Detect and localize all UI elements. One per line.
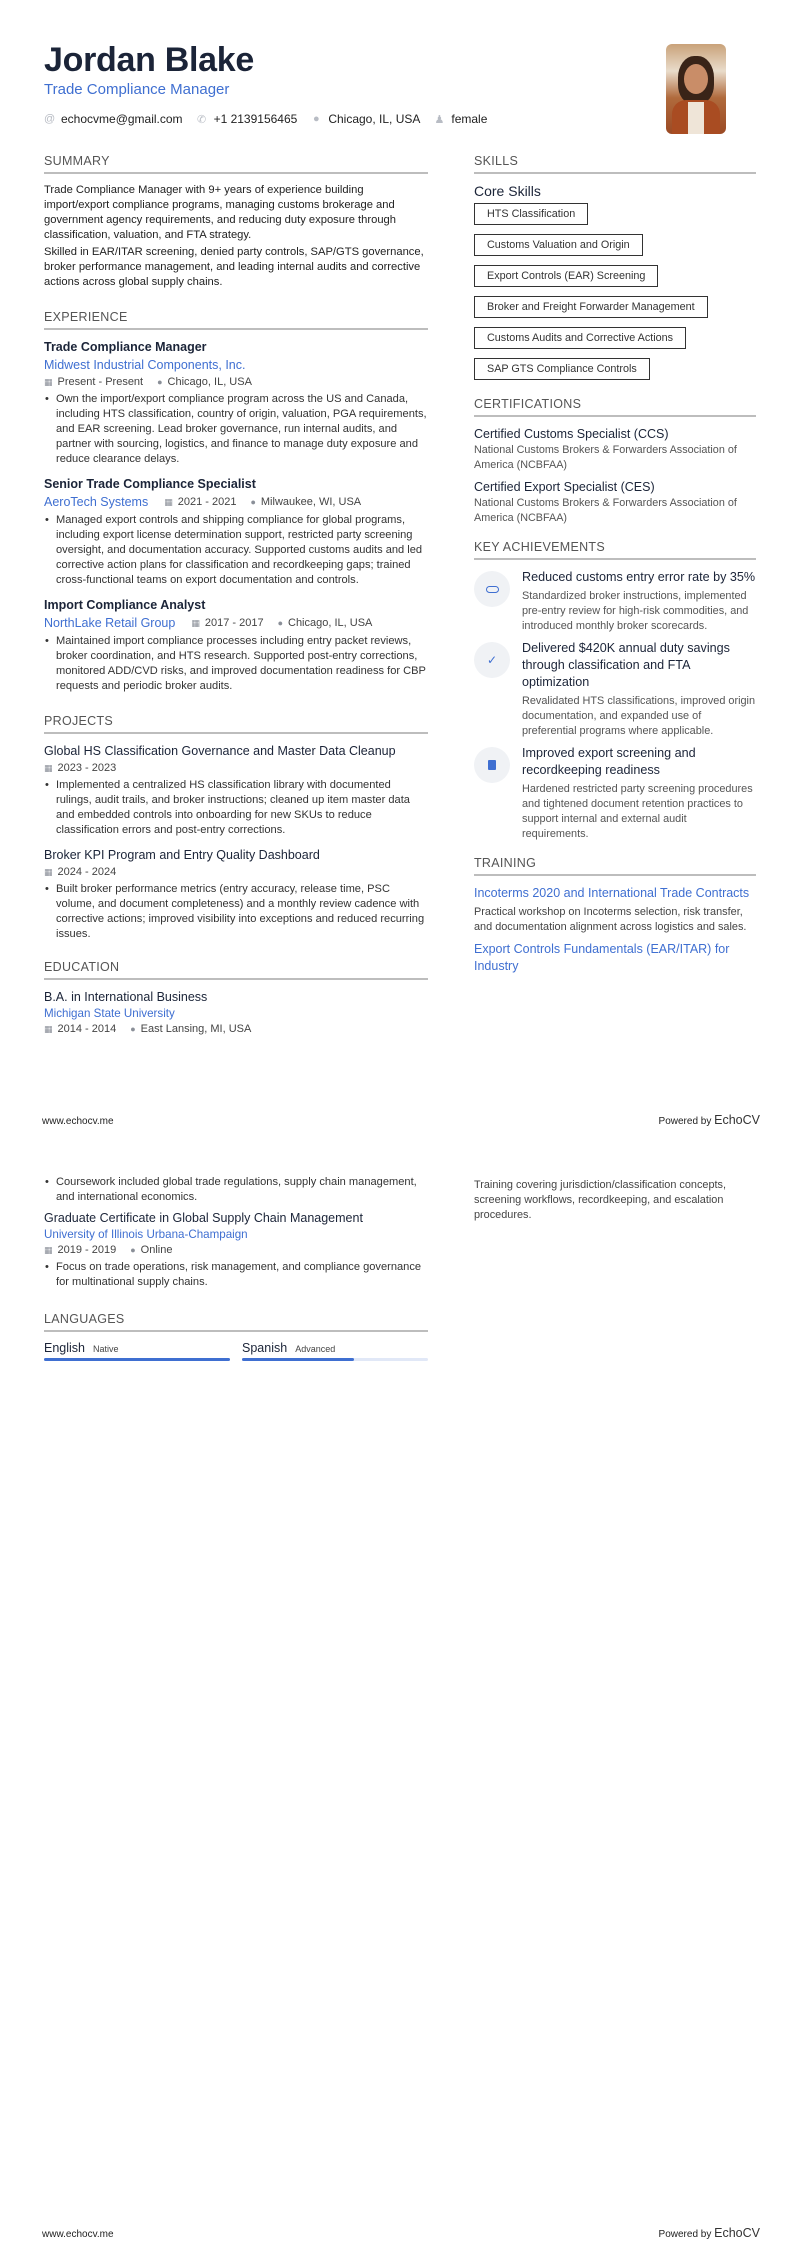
left-column-continued [44,1173,428,1361]
calendar-icon: ▦ [44,1024,53,1034]
contact-phone-text: +1 2139156465 [213,112,298,126]
achievement-desc: Revalidated HTS classifications, improved origin documentation, and expanded use of preferential programs where applicable. [522,695,756,737]
contact-location-text: Chicago, IL, USA [328,112,421,126]
footer-website[interactable]: www.echocv.me [42,2229,114,2240]
company-name: NorthLake Retail Group [44,616,176,630]
summary-section [44,154,428,290]
training-desc: Practical workshop on Incoterms selection, risk transfer, and documentation alignment across logistics and sales. [474,906,747,933]
right-column [474,154,756,975]
skill-chip: SAP GTS Compliance Controls [474,358,650,380]
contact-row [44,112,664,126]
language-name: English [44,1341,85,1355]
education-item [44,1210,428,1290]
skills-group-title: Core Skills [474,183,541,199]
calendar-icon: ▦ [164,497,173,507]
job-bullet: • Own the import/export compliance program across the US and Canada, including HTS classification, country of origin, valuation, PGA requirements, and EAR screening. Lead broker governance, run internal audits, and partner with sourcing, logistics, and finance to manage duty exposure and reduce clearance delays. [44,392,428,467]
language-level: Native [93,1344,119,1354]
achievement-item [474,745,756,842]
languages-section [44,1312,428,1361]
job-location: Chicago, IL, USA [167,376,252,388]
projects-heading: PROJECTS [44,714,428,734]
job-bullet: • Maintained import compliance processes including entry packet reviews, broker coordination, and HTS research. Supported post-entry corrections, monitored ADD/CVD risks, and improved documentation readiness for CBP requests and periodic broker audits. [44,634,428,694]
language-level: Advanced [295,1344,336,1354]
calendar-icon: ▦ [191,618,200,628]
skill-chip: Customs Valuation and Origin [474,234,643,256]
project-bullet: • Built broker performance metrics (entry accuracy, release time, PSC volume, and document completeness) and a monthly review cadence with corrective actions; improved visibility into exceptions and reduced recurring issues. [44,882,428,942]
experience-item [44,597,428,694]
education-location: Online [140,1244,173,1256]
summary-paragraph: Trade Compliance Manager with 9+ years of experience building import/export compliance programs, managing customs brokerage and government agency requirements, and reducing duty exposure through classification, valuation, and FTA strategy. [44,184,397,241]
experience-item [44,339,428,467]
contact-email-text: echocvme@gmail.com [61,112,183,126]
skills-heading: SKILLS [474,154,756,174]
projects-section [44,714,428,942]
right-column-continued [474,1175,756,1229]
company-name: Midwest Industrial Components, Inc. [44,358,246,372]
contact-email[interactable] [44,112,183,126]
job-location: Milwaukee, WI, USA [260,496,362,508]
footer-powered [659,2226,760,2240]
calendar-icon: ▦ [44,377,53,387]
calendar-icon: ▦ [44,1245,53,1255]
education-item [44,989,428,1037]
job-title: Senior Trade Compliance Specialist [44,477,256,491]
language-name: Spanish [242,1341,288,1355]
project-dates: 2024 - 2024 [57,866,117,878]
education-location: East Lansing, MI, USA [140,1023,252,1035]
project-dates: 2023 - 2023 [57,762,117,774]
job-dates: Present - Present [57,376,144,388]
skill-chip: Export Controls (EAR) Screening [474,265,658,287]
certifications-section [474,397,756,526]
project-title: Global HS Classification Governance and Master Data Cleanup [44,744,396,758]
at-icon: @ [44,113,56,125]
language-item [44,1341,230,1361]
training-title: Export Controls Fundamentals (EAR/ITAR) for Industry [474,942,730,973]
location-pin-icon: ● [130,1245,136,1255]
achievement-title: Delivered $420K annual duty savings through classification and FTA optimization [522,641,730,689]
profile-photo [666,44,726,134]
powered-by-label: Powered by [658,1116,712,1127]
brand-name: EchoCV [714,2226,760,2240]
location-pin-icon: ● [277,618,283,628]
languages-heading: LANGUAGES [44,1312,428,1332]
contact-location [311,112,420,126]
achievement-title: Reduced customs entry error rate by 35% [522,570,756,584]
job-dates: 2021 - 2021 [177,496,237,508]
education-section [44,960,428,1037]
location-pin-icon: ● [157,377,163,387]
location-pin-icon: ● [130,1024,136,1034]
project-item [44,743,428,838]
training-section [474,856,756,975]
job-title: Import Compliance Analyst [44,598,206,612]
degree-title: Graduate Certificate in Global Supply Chain Management [44,1211,363,1225]
candidate-title: Trade Compliance Manager [44,81,230,98]
education-dates: 2019 - 2019 [57,1244,117,1256]
experience-section [44,310,428,694]
skill-chip: HTS Classification [474,203,588,225]
achievements-heading: KEY ACHIEVEMENTS [474,540,756,560]
achievements-section [474,540,756,842]
education-bullet: • Focus on trade operations, risk management, and compliance governance for multinational supply chains. [44,1260,428,1290]
left-column [44,154,428,1037]
job-dates: 2017 - 2017 [204,617,264,629]
resume-header [44,40,664,126]
skills-section [474,154,756,389]
company-name: AeroTech Systems [44,495,149,509]
achievement-item [474,640,756,739]
calendar-icon: ▦ [44,867,53,877]
powered-by-label: Powered by [658,2229,712,2240]
cert-org: National Customs Brokers & Forwarders Association of America (NCBFAA) [474,497,737,524]
language-item [242,1341,428,1361]
achievement-desc: Standardized broker instructions, implemented pre-entry review for high-risk commodities, and introduced monthly broker scorecards. [522,590,749,632]
job-bullet: • Managed export controls and shipping compliance for global programs, including export license determination support, restricted party screening oversight, and documentation accuracy. Supported customs audits and led corrective action plans for classification and recordkeeping gaps; trained cross-functional teams on export documentation and controls. [44,513,428,588]
experience-item [44,476,428,588]
summary-heading: SUMMARY [44,154,428,174]
degree-title: B.A. in International Business [44,990,208,1004]
school-name: University of Illinois Urbana-Champaign [44,1228,248,1241]
skill-chip: Broker and Freight Forwarder Management [474,296,708,318]
location-pin-icon: ● [313,113,320,125]
project-item [44,847,428,942]
summary-paragraph: Skilled in EAR/ITAR screening, denied party controls, SAP/GTS governance, broker performance management, and leading internal audits and corrective actions across global supply chains. [44,246,424,288]
achievement-item [474,569,756,634]
achievement-desc: Hardened restricted party screening procedures and tightened document retention practices to support internal and external audit requirements. [522,783,753,840]
resume-page-2 [0,1123,794,2246]
project-title: Broker KPI Program and Entry Quality Dashboard [44,848,320,862]
education-heading: EDUCATION [44,960,428,980]
person-icon: ♟ [434,113,445,126]
location-pin-icon: ● [250,497,256,507]
education-dates: 2014 - 2014 [57,1023,117,1035]
certifications-heading: CERTIFICATIONS [474,397,756,417]
job-meta [191,615,386,631]
project-bullet: • Implemented a centralized HS classification library with documented rulings, audit trails, and broker instructions; cleaned up item master data and embedded controls into onboarding for new SKUs to reduce classification errors and post-entry corrections. [44,778,428,838]
training-title: Incoterms 2020 and International Trade Contracts [474,886,750,900]
education-bullet: • Coursework included global trade regulations, supply chain management, and international economics. [44,1175,428,1205]
cert-name: Certified Export Specialist (CES) [474,480,655,494]
skill-chip: Customs Audits and Corrective Actions [474,327,686,349]
training-desc: Training covering jurisdiction/classification concepts, screening workflows, recordkeeping, and escalation procedures. [474,1179,727,1221]
contact-gender [434,112,487,126]
language-proficiency-bar [44,1358,230,1361]
job-meta [44,374,428,390]
check-icon: ✓ [474,642,510,678]
job-meta [164,494,375,510]
contact-phone[interactable] [197,112,298,126]
cert-name: Certified Customs Specialist (CCS) [474,427,669,441]
school-name: Michigan State University [44,1007,175,1020]
language-proficiency-bar [242,1358,428,1361]
footer-website[interactable]: www.echocv.me [42,1116,114,1127]
experience-heading: EXPERIENCE [44,310,428,330]
pill-icon [474,571,510,607]
job-title: Trade Compliance Manager [44,340,207,354]
training-heading: TRAINING [474,856,756,876]
calendar-icon: ▦ [44,763,53,773]
contact-gender-text: female [451,112,488,126]
candidate-name: Jordan Blake [44,41,254,79]
cert-org: National Customs Brokers & Forwarders Association of America (NCBFAA) [474,444,737,471]
brand-name: EchoCV [714,1113,760,1127]
document-icon [474,747,510,783]
phone-icon: ✆ [196,113,207,126]
achievement-title: Improved export screening and recordkeeping readiness [522,746,696,777]
job-location: Chicago, IL, USA [288,617,373,629]
